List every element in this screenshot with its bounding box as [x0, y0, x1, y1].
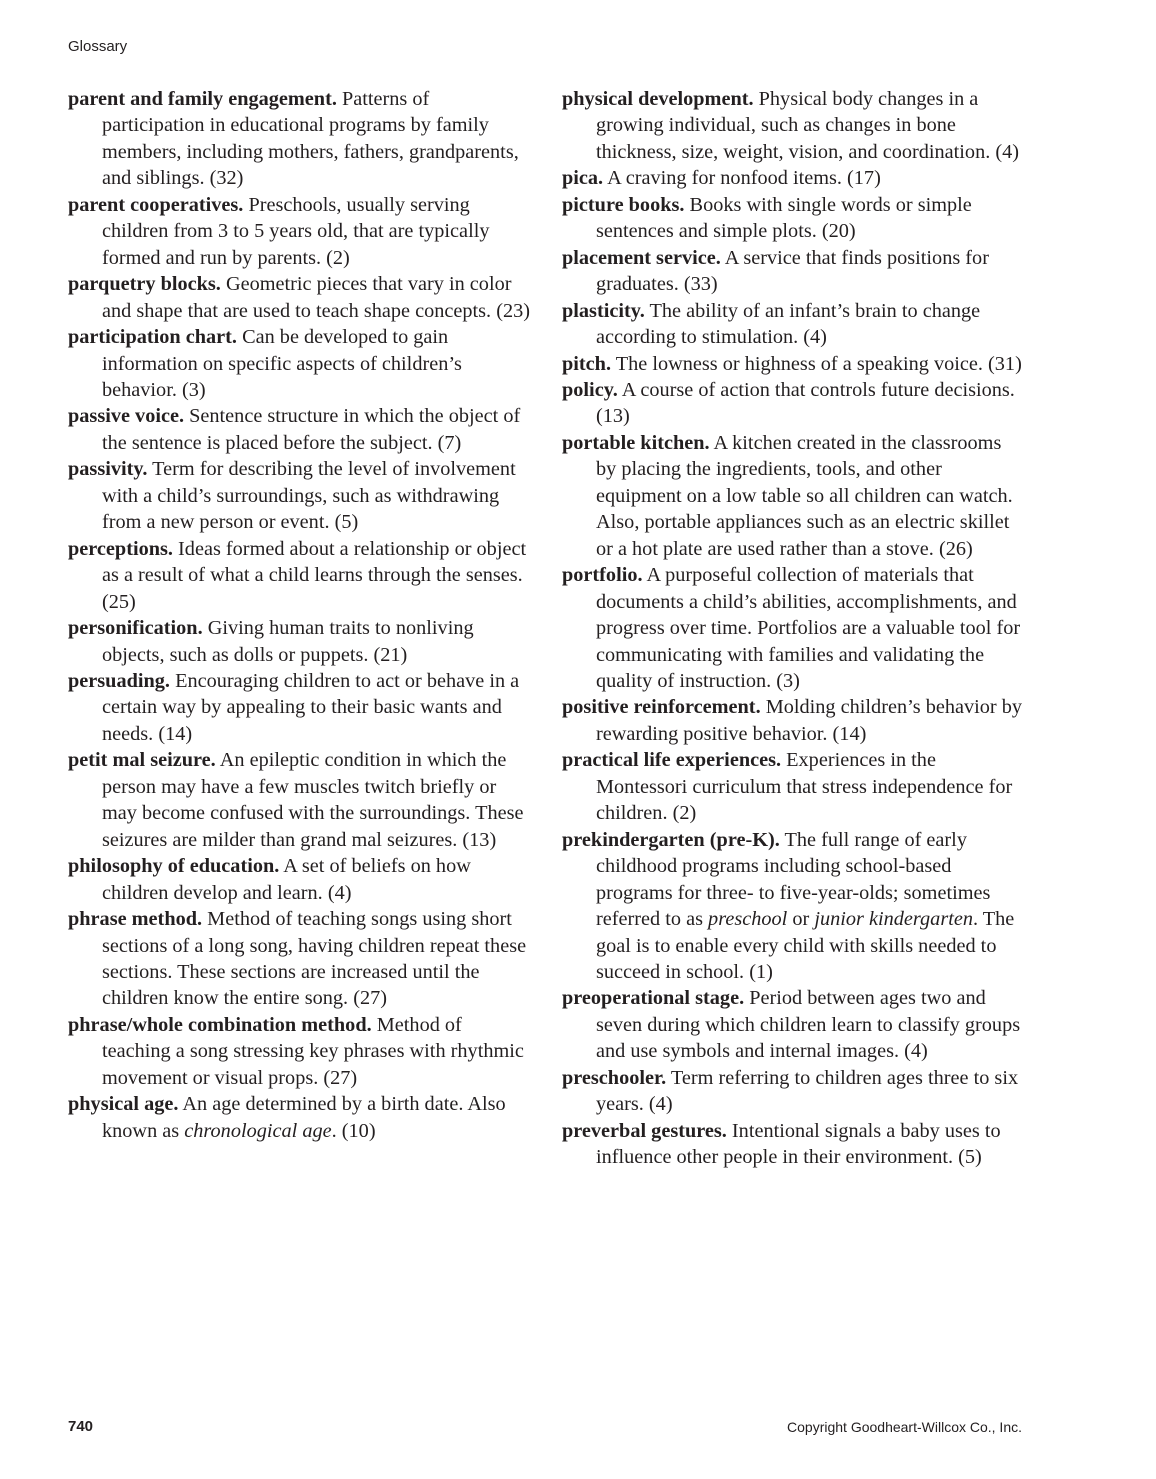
- glossary-definition: . (10): [331, 1119, 376, 1142]
- glossary-entry: [68, 1091, 534, 1144]
- glossary-entry: [68, 271, 534, 324]
- glossary-term: plasticity.: [562, 299, 645, 322]
- glossary-term: parent and family engagement.: [68, 88, 337, 110]
- glossary-definition: A kitchen created in the classrooms by placing the ingredients, tools, and other equipment on a low table so all children can watch. Also, portable appliances such as an electric skillet or a hot plate are used rather than a stove. (26): [596, 431, 1013, 560]
- glossary-term: philosophy of education.: [68, 855, 280, 878]
- glossary-definition: Term referring to children ages three to six years. (4): [596, 1066, 1019, 1116]
- glossary-term: phrase/whole combination method.: [68, 1013, 372, 1036]
- glossary-entry: [68, 668, 534, 747]
- glossary-term: parquetry blocks.: [68, 273, 221, 296]
- glossary-term: policy.: [562, 378, 618, 401]
- glossary-definition: The lowness or highness of a speaking voice. (31): [611, 352, 1022, 375]
- page-number: 740: [68, 1418, 94, 1435]
- glossary-definition: Sentence structure in which the object of the sentence is placed before the subject. (7): [102, 405, 521, 454]
- glossary-definition: or: [787, 908, 815, 931]
- glossary-entry: [562, 827, 1024, 986]
- glossary-entry: [562, 165, 1024, 191]
- glossary-term: pica.: [562, 167, 604, 190]
- glossary-term: prekindergarten (pre-K).: [562, 828, 780, 851]
- glossary-entry: [68, 1012, 534, 1091]
- glossary-entry: [68, 192, 534, 271]
- glossary-definition: A course of action that controls future decisions. (13): [596, 378, 1015, 428]
- glossary-definition: Physical body changes in a growing individual, such as changes in bone thickness, size, weight, vision, and coordination. (4): [596, 88, 1020, 163]
- glossary-definition: The full range of early childhood programs including school-based programs for three- to five-year-olds; sometimes referred to as: [596, 828, 991, 931]
- glossary-definition: Molding children’s behavior by rewarding positive behavior. (14): [596, 696, 1022, 745]
- glossary-term: preverbal gestures.: [562, 1119, 727, 1142]
- glossary-entry: [562, 1065, 1024, 1118]
- glossary-term: petit mal seizure.: [68, 749, 216, 772]
- glossary-definition: Giving human traits to nonliving objects, such as dolls or puppets. (21): [102, 617, 474, 666]
- glossary-entry: [562, 298, 1024, 351]
- glossary-column-left: [68, 86, 534, 1144]
- glossary-term: phrase method.: [68, 908, 203, 931]
- glossary-term: physical development.: [562, 88, 754, 110]
- glossary-definition: Encouraging children to act or behave in a certain way by appealing to their basic wants and needs. (14): [102, 669, 520, 745]
- glossary-term: preoperational stage.: [562, 987, 745, 1010]
- glossary-definition: Geometric pieces that vary in color and shape that are used to teach shape concepts. (23): [102, 273, 530, 322]
- glossary-definition-italic: junior kindergarten: [814, 908, 973, 931]
- glossary-term: participation chart.: [68, 326, 237, 349]
- glossary-entry: [68, 747, 534, 853]
- glossary-entry: [562, 562, 1024, 694]
- glossary-definition: Books with single words or simple sentences and simple plots. (20): [596, 193, 972, 243]
- glossary-definition: A purposeful collection of materials that documents a child’s abilities, accomplishments, and progress over time. Portfolios are a valuable tool for communicating with families and validating the quality of instruction. (3): [596, 564, 1021, 692]
- glossary-entry: [562, 192, 1024, 245]
- glossary-definition: The ability of an infant’s brain to change according to stimulation. (4): [596, 299, 981, 349]
- glossary-definition-italic: chronological age: [184, 1119, 332, 1142]
- glossary-entry: [562, 985, 1024, 1064]
- glossary-term: passivity.: [68, 458, 148, 481]
- copyright-notice: Copyright Goodheart-Willcox Co., Inc.: [787, 1419, 1022, 1435]
- glossary-entry: [562, 694, 1024, 747]
- glossary-term: pitch.: [562, 352, 612, 375]
- glossary-entry: [68, 456, 534, 535]
- glossary-definition: Ideas formed about a relationship or object as a result of what a child learns through the senses. (25): [102, 537, 527, 613]
- glossary-definition: Term for describing the level of involvement with a child’s surroundings, such as withdrawing from a new person or event. (5): [102, 458, 516, 534]
- glossary-term: picture books.: [562, 193, 685, 216]
- glossary-entry: [68, 906, 534, 1012]
- glossary-definition: A craving for nonfood items. (17): [603, 167, 881, 190]
- glossary-term: placement service.: [562, 246, 721, 269]
- glossary-term: persuading.: [68, 669, 171, 692]
- glossary-term: parent cooperatives.: [68, 193, 244, 216]
- glossary-entry: [68, 536, 534, 615]
- glossary-definition: Period between ages two and seven during which children learn to classify groups and use symbols and internal images. (4): [596, 987, 1021, 1063]
- glossary-definition-italic: preschool: [708, 908, 788, 931]
- glossary-term: positive reinforcement.: [562, 696, 761, 719]
- glossary-definition: An age determined by a birth date. Also known as: [102, 1093, 506, 1142]
- glossary-definition: An epileptic condition in which the person may have a few muscles twitch briefly or may become confused with the surroundings. These seizures are milder than grand mal seizures. (13): [102, 749, 524, 851]
- glossary-term: physical age.: [68, 1093, 179, 1116]
- glossary-term: preschooler.: [562, 1066, 667, 1089]
- glossary-entry: [562, 351, 1024, 377]
- glossary-entry: [68, 324, 534, 403]
- glossary-definition: A set of beliefs on how children develop and learn. (4): [102, 855, 471, 904]
- glossary-entry: [562, 86, 1024, 165]
- glossary-entry: [562, 430, 1024, 562]
- glossary-definition: Intentional signals a baby uses to influence other people in their environment. (5): [596, 1119, 1001, 1169]
- glossary-definition: Patterns of participation in educational programs by family members, including mothers, fathers, grandparents, and siblings. (32): [102, 88, 519, 190]
- glossary-column-right: [562, 86, 1024, 1171]
- glossary-definition: Method of teaching songs using short sections of a long song, having children repeat these sections. These sections are increased until the children know the entire song. (27): [102, 908, 527, 1010]
- glossary-definition: . The goal is to enable every child with skills needed to succeed in school. (1): [596, 908, 1015, 983]
- glossary-term: portable kitchen.: [562, 431, 710, 454]
- glossary-definition: Method of teaching a song stressing key phrases with rhythmic movement or visual props. (27): [102, 1013, 524, 1089]
- glossary-definition: Can be developed to gain information on specific aspects of children’s behavior. (3): [102, 326, 462, 401]
- glossary-term: practical life experiences.: [562, 749, 782, 772]
- glossary-entry: [562, 377, 1024, 430]
- glossary-term: portfolio.: [562, 564, 643, 587]
- glossary-definition: A service that finds positions for graduates. (33): [596, 246, 989, 296]
- glossary-entry: [68, 403, 534, 456]
- glossary-definition: Experiences in the Montessori curriculum that stress independence for children. (2): [596, 749, 1013, 825]
- glossary-entry: [562, 245, 1024, 298]
- glossary-definition: Preschools, usually serving children from 3 to 5 years old, that are typically formed and run by parents. (2): [102, 193, 490, 269]
- glossary-term: passive voice.: [68, 405, 185, 428]
- glossary-term: personification.: [68, 617, 203, 640]
- running-header: Glossary: [68, 38, 128, 55]
- glossary-entry: [68, 853, 534, 906]
- glossary-entry: [68, 615, 534, 668]
- glossary-term: perceptions.: [68, 537, 173, 560]
- glossary-entry: [68, 86, 534, 192]
- glossary-entry: [562, 1118, 1024, 1171]
- glossary-entry: [562, 747, 1024, 826]
